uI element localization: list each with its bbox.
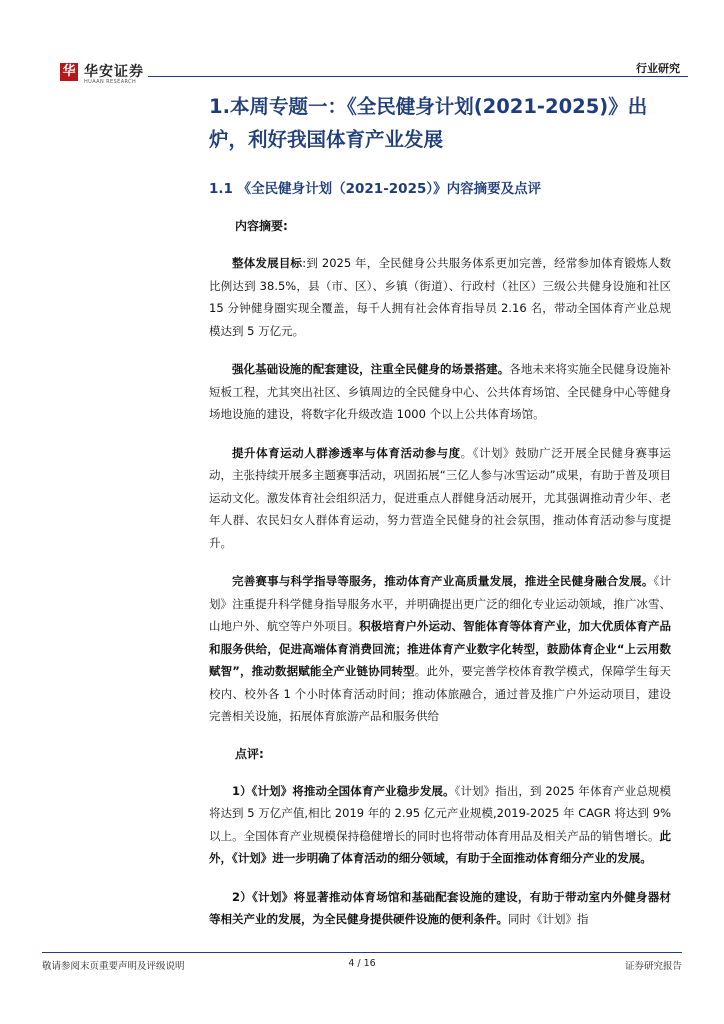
paragraph-body: :到 2025 年，全民健身公共服务体系更加完善，经常参加体育锻炼人数比例达到 38.5%，县（市、区）、乡镇（街道）、行政村（社区）三级公共健身设施和社区 15 分钟健身圈实现全覆盖，每千人拥有社会体育指导员 2.16 名，带动全国体育产业总规模达到 5 万亿元。 xyxy=(209,256,672,338)
paragraph-body: 。《计划》鼓励广泛开展全民健身赛事运动，主张持续开展多主题赛事活动，巩固拓展“三亿人参与冰雪运动”成果，有助于普及项目运动文化。激发体育社会组织活力，促进重点人群健身活动展开，尤其强调推动青少年、老年人群、农民妇女人群体育运动，努力营造全民健身的社会氛围，推动体育活动参与度提升。 xyxy=(209,445,672,550)
comment-2 xyxy=(209,886,671,931)
paragraph-infrastructure xyxy=(209,358,671,426)
comment-lead: 1）《计划》将推动全国体育产业稳步发展。 xyxy=(232,783,455,798)
page-title: 1.本周专题一：《全民健身计划(2021-2025)》出炉，利好我国体育产业发展 xyxy=(209,95,648,151)
comment-body: 《计划》指出，到 2025 年体育产业总规模将达到 5 万亿产值,相比 2019 年的 2.95 亿元产业规模,2019-2025 年 CAGR 将达到 9%以上。全国体育产业规模保持稳健增长的同时也将带动体育用品及相关产品的销售增长。 xyxy=(209,783,672,843)
comment-body: 同时《计划》指 xyxy=(508,912,589,926)
paragraph-body: 各地未来将实施全民健身设施补短板工程，尤其突出社区、乡镇周边的全民健身中心、公共体育场馆、全民健身中心等健身场地设施的建设，将数字化升级改造 1000 个以上公共体育场馆。 xyxy=(209,362,671,421)
footer-divider xyxy=(42,952,682,953)
paragraph-body: 《计划》注重提升科学健身指导服务水平，并明确提出更广泛的细化专业运动领域，推广冰雪、山地户外、航空等户外项目。 xyxy=(209,574,672,633)
footer-doc-type: 证券研究报告 xyxy=(624,961,682,972)
paragraph-lead: 强化基础设施的配套建设，注重全民健身的场景搭建。 xyxy=(232,362,510,376)
page-number: 4 / 16 xyxy=(348,958,376,969)
comment-emphasis: 此外，《计划》进一步明确了体育活动的细分领域，有助于全面推动体育细分产业的发展。 xyxy=(209,828,671,865)
paragraph-lead: 整体发展目标 xyxy=(232,256,303,270)
paragraph-emphasis: 积极培育户外运动、智能体育等体育产业，加大优质体育产品和服务供给，促进高端体育消费回流；推进体育产业数字化转型，鼓励体育企业“上云用数赋智”，推动数据赋能全产业链协同转型 xyxy=(209,619,672,678)
brand-logo-icon: 华 xyxy=(60,63,78,81)
paragraph-lead: 提升体育运动人群渗透率与体育活动参与度 xyxy=(232,445,461,460)
section-title: 1.1 《全民健身计划（2021-2025）》内容摘要及点评 xyxy=(209,181,542,197)
footer-disclaimer: 敬请参阅末页重要声明及评级说明 xyxy=(42,961,185,972)
report-category: 行业研究 xyxy=(636,62,680,75)
paragraph-lead: 完善赛事与科学指导等服务，推动体育产业高质量发展，推进全民健身融合发展。 xyxy=(232,574,654,588)
comment-lead: 2）《计划》将显著推动体育场馆和基础配套设施的建设，有助于带动室内外健身器材等相关产业的发展，为全民健身提供硬件设施的便利条件。 xyxy=(209,889,671,926)
brand-name: 华安证券 xyxy=(84,64,144,80)
summary-label: 内容摘要: xyxy=(235,219,288,233)
brand-subtitle: HUAAN RESEARCH xyxy=(84,79,137,85)
comment-label: 点评: xyxy=(235,746,264,761)
paragraph-services xyxy=(209,570,671,728)
comment-1 xyxy=(209,780,671,870)
header-divider xyxy=(148,76,688,77)
paragraph-participation xyxy=(209,442,671,555)
paragraph-overall-goal xyxy=(209,252,671,342)
page-header xyxy=(36,60,688,88)
paragraph-body: 。此外，要完善学校体育教学模式，保障学生每天校内、校外各 1 个小时体育活动时间；推动体旅融合，通过普及推广户外运动项目，建设完善相关设施，拓展体育旅游产品和服务供给 xyxy=(209,664,671,723)
main-content xyxy=(209,90,671,931)
